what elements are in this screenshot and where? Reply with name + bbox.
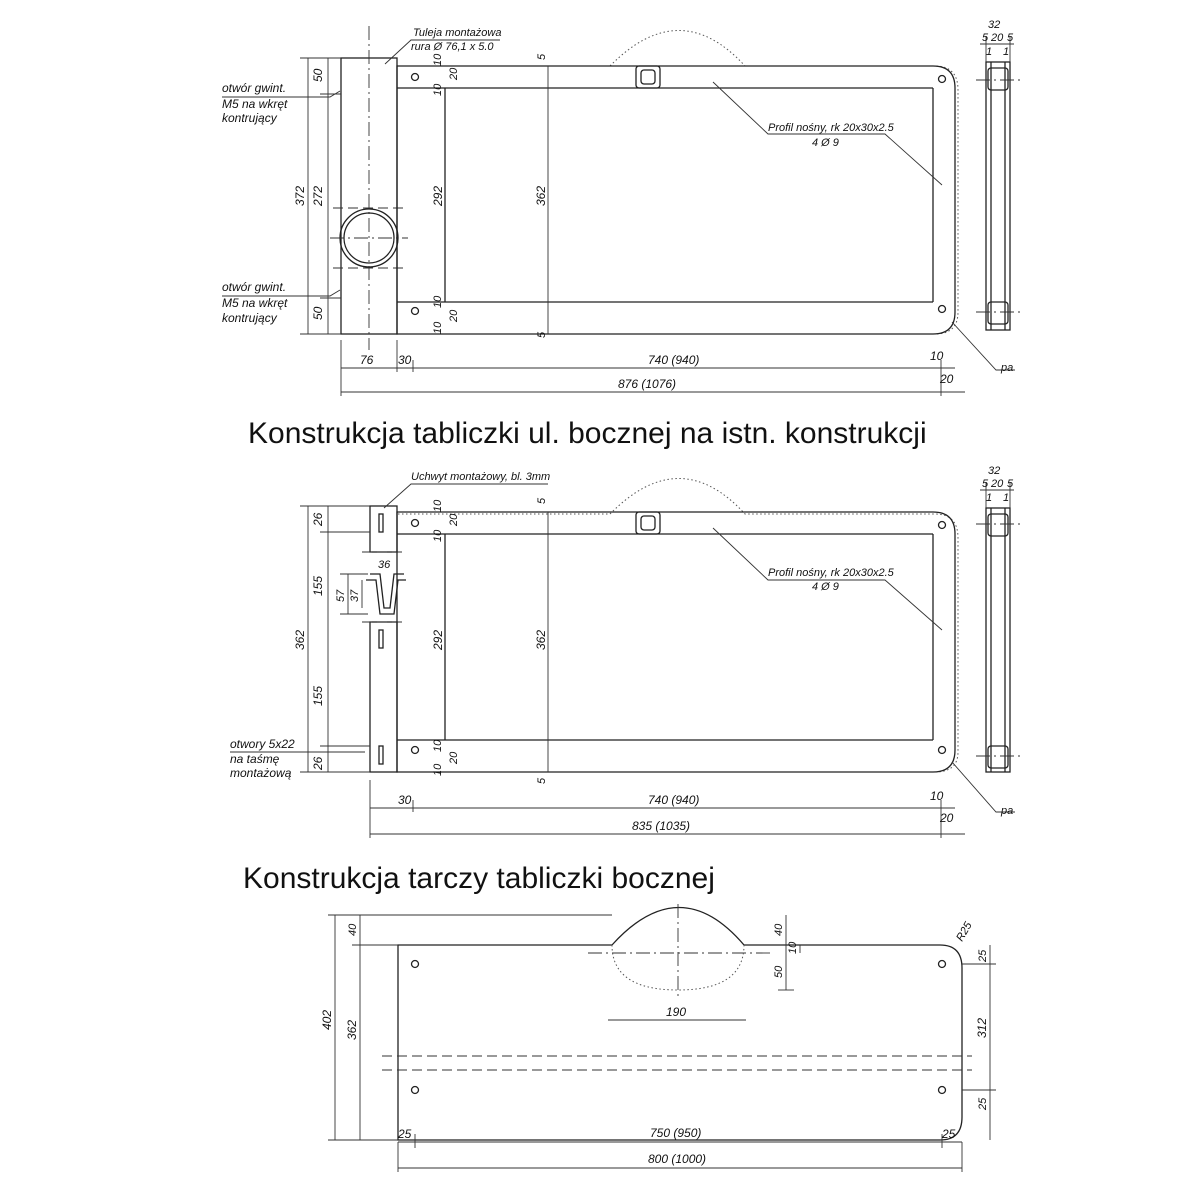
dim-26-top: 26 bbox=[311, 512, 325, 526]
dim-25-top: 25 bbox=[977, 949, 989, 962]
label-profile: Profil nośny, rk 20x30x2.5 bbox=[768, 122, 894, 134]
dim-76: 76 bbox=[360, 353, 374, 367]
label-thread-top-3: kontrujący bbox=[222, 111, 277, 125]
dim-20-right: 20 bbox=[940, 811, 954, 825]
dim-402: 402 bbox=[320, 1009, 334, 1030]
dim-312: 312 bbox=[975, 1017, 989, 1038]
label-slots-2: na taśmę bbox=[230, 752, 280, 766]
dim-57: 57 bbox=[335, 589, 347, 602]
dim-37: 37 bbox=[349, 589, 361, 602]
dim-20-a: 20 bbox=[448, 67, 460, 80]
drawing-2-labels bbox=[230, 465, 1014, 833]
cut-label: pa bbox=[1001, 805, 1014, 817]
dim-10-b: 10 bbox=[432, 529, 444, 542]
drawing-1-frame-with-sleeve bbox=[222, 26, 1020, 396]
side-1b: 1 bbox=[1003, 492, 1010, 504]
side-1a: 1 bbox=[986, 46, 993, 58]
dim-5-bottom: 5 bbox=[536, 331, 548, 338]
label-thread-bottom-1: otwór gwint. bbox=[222, 280, 287, 294]
label-pipe: rura Ø 76,1 x 5.0 bbox=[411, 41, 494, 53]
side-5b: 5 bbox=[1007, 478, 1014, 490]
dim-10-b: 10 bbox=[432, 83, 444, 96]
dim-190: 190 bbox=[666, 1005, 687, 1019]
dim-26-bottom: 26 bbox=[311, 756, 325, 770]
bracket-section bbox=[370, 574, 404, 608]
label-thread-top-2: M5 na wkręt bbox=[222, 97, 288, 111]
dim-36: 36 bbox=[378, 559, 391, 571]
dim-362: 362 bbox=[534, 185, 548, 206]
label-thread-top-1: otwór gwint. bbox=[222, 81, 287, 95]
dim-292: 292 bbox=[431, 185, 445, 206]
dim-10-a: 10 bbox=[432, 499, 444, 512]
dim-372: 372 bbox=[293, 185, 307, 206]
dim-10-a: 10 bbox=[432, 53, 444, 66]
hole bbox=[412, 308, 419, 315]
dim-10-c: 10 bbox=[432, 295, 444, 308]
label-thread-bottom-2: M5 na wkręt bbox=[222, 296, 288, 310]
label-holes: 4 Ø 9 bbox=[812, 581, 839, 593]
dim-362: 362 bbox=[534, 629, 548, 650]
side-1b: 1 bbox=[1003, 46, 1010, 58]
dim-50-bottom: 50 bbox=[311, 306, 325, 320]
dim-30: 30 bbox=[398, 353, 412, 367]
section-title-2: Konstrukcja tabliczki ul. bocznej na istn. konstrukcji bbox=[248, 417, 927, 450]
dim-40-left: 40 bbox=[347, 923, 359, 936]
dim-30: 30 bbox=[398, 793, 412, 807]
dim-272: 272 bbox=[311, 185, 325, 206]
dim-40-right: 40 bbox=[773, 923, 785, 936]
dim-10-d: 10 bbox=[432, 763, 444, 776]
dim-50-top: 50 bbox=[311, 68, 325, 82]
dim-20-b: 20 bbox=[448, 751, 460, 764]
label-profile: Profil nośny, rk 20x30x2.5 bbox=[768, 567, 894, 579]
label-thread-bottom-3: kontrujący bbox=[222, 311, 277, 325]
hole bbox=[939, 306, 946, 313]
dim-362-left: 362 bbox=[293, 629, 307, 650]
dim-20-b: 20 bbox=[448, 309, 460, 322]
dim-r25: R25 bbox=[954, 920, 975, 944]
label-slots-3: montażową bbox=[230, 766, 292, 780]
dim-10: 10 bbox=[787, 941, 799, 954]
dim-20-a: 20 bbox=[448, 513, 460, 526]
drawing-2-frame-with-bracket bbox=[230, 479, 1020, 839]
label-sleeve: Tuleja montażowa bbox=[413, 27, 502, 39]
dim-835: 835 (1035) bbox=[632, 819, 691, 833]
dim-5-top: 5 bbox=[536, 53, 548, 60]
side-20: 20 bbox=[991, 32, 1004, 44]
side-5a: 5 bbox=[982, 32, 989, 44]
dim-740: 740 (940) bbox=[648, 793, 700, 807]
dim-10-right: 10 bbox=[930, 789, 944, 803]
dim-25-bottom: 25 bbox=[977, 1097, 989, 1110]
dim-876: 876 (1076) bbox=[618, 377, 677, 391]
section-title-3: Konstrukcja tarczy tabliczki bocznej bbox=[243, 862, 715, 895]
plate-outline bbox=[398, 908, 962, 1141]
dim-5-bottom: 5 bbox=[536, 777, 548, 784]
plate-outline-dotted bbox=[398, 31, 958, 335]
side-32: 32 bbox=[988, 19, 1001, 31]
dim-750: 750 (950) bbox=[650, 1126, 702, 1140]
dim-10-c: 10 bbox=[432, 739, 444, 752]
dim-362: 362 bbox=[345, 1019, 359, 1040]
side-5a: 5 bbox=[982, 478, 989, 490]
dim-5-top: 5 bbox=[536, 497, 548, 504]
hole bbox=[412, 74, 419, 81]
cut-label: pa bbox=[1001, 362, 1014, 374]
frame-outline bbox=[397, 512, 955, 772]
dim-155-bottom: 155 bbox=[311, 685, 325, 706]
label-bracket: Uchwyt montażowy, bl. 3mm bbox=[411, 471, 551, 483]
dim-20-right: 20 bbox=[940, 372, 954, 386]
side-1a: 1 bbox=[986, 492, 993, 504]
dim-740: 740 (940) bbox=[648, 353, 700, 367]
dim-10-d: 10 bbox=[432, 321, 444, 334]
dim-25-left: 25 bbox=[398, 1127, 412, 1141]
dim-155-top: 155 bbox=[311, 575, 325, 596]
label-slots-1: otwory 5x22 bbox=[230, 737, 295, 751]
frame-outline bbox=[397, 66, 955, 334]
dim-800: 800 (1000) bbox=[648, 1152, 707, 1166]
label-holes: 4 Ø 9 bbox=[812, 137, 839, 149]
hole bbox=[939, 76, 946, 83]
dim-50: 50 bbox=[773, 965, 785, 978]
drawing-3-labels bbox=[320, 919, 989, 1166]
dim-292: 292 bbox=[431, 629, 445, 650]
dim-10-right: 10 bbox=[930, 349, 944, 363]
dim-25-right: 25 bbox=[942, 1127, 956, 1141]
side-5b: 5 bbox=[1007, 32, 1014, 44]
side-20: 20 bbox=[991, 478, 1004, 490]
side-32: 32 bbox=[988, 465, 1001, 477]
